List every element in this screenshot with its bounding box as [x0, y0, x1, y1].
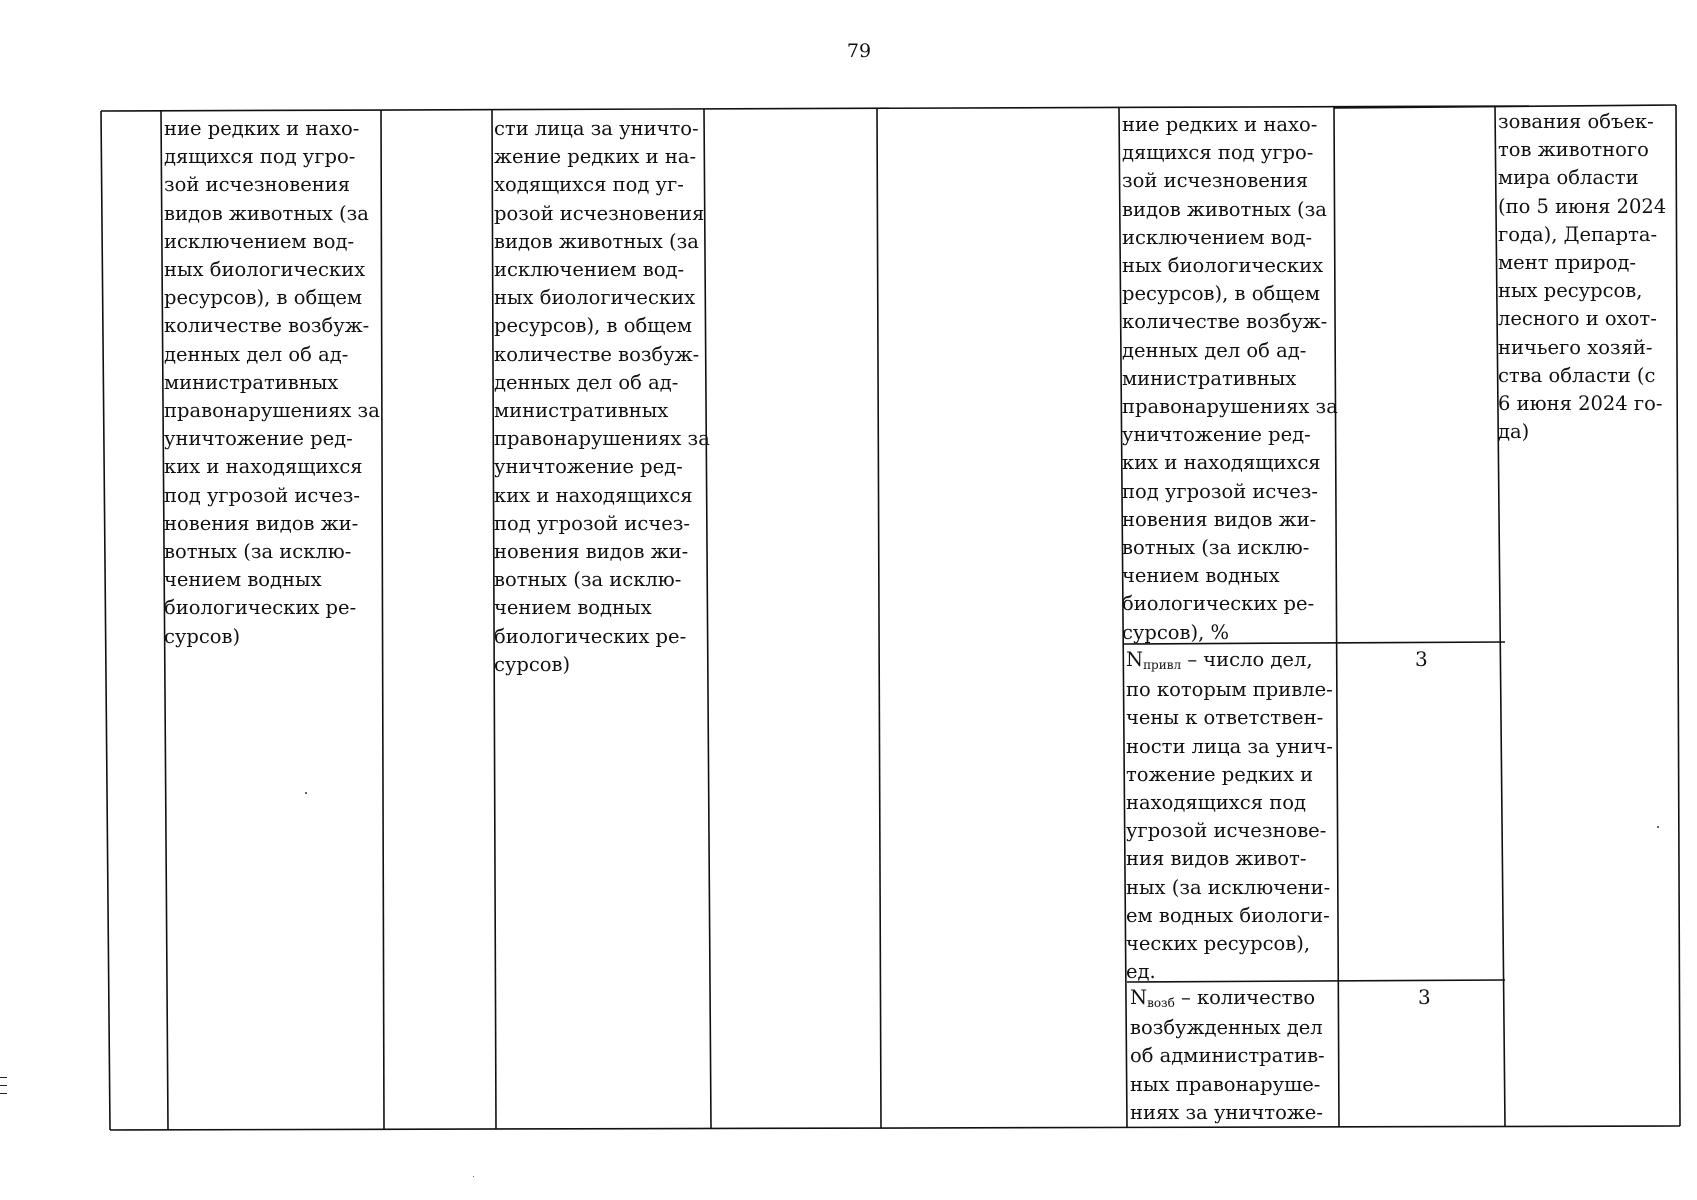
- page-number: 79: [846, 40, 872, 62]
- col9-line: лесного и охот-: [1498, 307, 1657, 331]
- n-privl-lines: [1126, 676, 1333, 986]
- margin-mark: [0, 1077, 7, 1078]
- n-privl-first-line-rest: – число дел,: [1181, 648, 1313, 671]
- col7-line: ких и находящихся: [1122, 451, 1321, 475]
- n-privl-value: 3: [1415, 647, 1428, 671]
- n-privl-line: угрозой исчезнове-: [1126, 819, 1327, 843]
- margin-mark: [0, 1085, 7, 1086]
- col2-line: под угрозой исчез-: [164, 483, 360, 507]
- col4-line: ных биологических: [494, 286, 696, 310]
- col7-line: чением водных: [1122, 564, 1280, 588]
- n-vozb-value: 3: [1418, 985, 1431, 1009]
- scan-speck: [473, 1176, 474, 1177]
- col9-line: (по 5 июня 2024: [1498, 194, 1667, 218]
- col7-line: вотных (за исклю-: [1122, 536, 1310, 560]
- col2-line: ние редких и нахо-: [164, 117, 360, 140]
- col7-line: биологических ре-: [1122, 592, 1315, 616]
- n-privl-subscript: привл: [1143, 658, 1182, 672]
- col9-line: 6 июня 2024 го-: [1498, 392, 1663, 416]
- col4-line: под угрозой исчез-: [494, 511, 690, 535]
- n-vozb-first-line-rest: – количество: [1174, 986, 1316, 1009]
- col9-line: мира области: [1498, 166, 1639, 190]
- col7-line: министративных: [1122, 366, 1297, 390]
- n-vozb-symbol: N: [1130, 986, 1148, 1009]
- n-privl-line: ния видов живот-: [1126, 847, 1307, 871]
- col4-line: биологических ре-: [494, 624, 687, 648]
- col2-line: исключением вод-: [164, 229, 355, 253]
- col4-line: видов животных (за: [494, 229, 699, 253]
- col7-line: сурсов), %: [1122, 620, 1230, 644]
- n-privl-first-line: [1126, 646, 1333, 676]
- col4-line: уничтожение ред-: [494, 455, 683, 479]
- col9-line: ничьего хозяй-: [1498, 335, 1653, 359]
- col2-text: [164, 115, 380, 651]
- col4-line: министративных: [494, 399, 669, 423]
- col2-line: видов животных (за: [164, 201, 369, 225]
- col7-line: под угрозой исчез-: [1122, 479, 1318, 503]
- col4-line: количестве возбуж-: [494, 342, 700, 366]
- col4-line: ресурсов), в общем: [494, 314, 693, 338]
- col2-line: сурсов): [164, 624, 241, 648]
- col7-line: денных дел об ад-: [1122, 338, 1307, 362]
- col7-top-text: [1122, 111, 1338, 647]
- n-vozb-subscript: возб: [1147, 996, 1175, 1010]
- n-privl-line: чены к ответствен-: [1126, 706, 1324, 730]
- col7-line: исключением вод-: [1122, 225, 1313, 249]
- col7-line: дящихся под угро-: [1122, 141, 1314, 165]
- col9-line: мент природ-: [1498, 251, 1636, 275]
- col9-line: да): [1498, 420, 1530, 444]
- margin-mark: [0, 1093, 7, 1094]
- col7-line: видов животных (за: [1122, 197, 1327, 221]
- col2-line: чением водных: [164, 568, 322, 592]
- col4-text: [494, 115, 710, 679]
- col4-line: вотных (за исклю-: [494, 568, 682, 592]
- n-privl-line: ческих ресурсов),: [1126, 932, 1311, 956]
- n-vozb-first-line: [1130, 984, 1325, 1014]
- col2-line: ресурсов), в общем: [164, 286, 363, 310]
- col7-line: новения видов жи-: [1122, 507, 1317, 531]
- col4-line: правонарушениях за: [494, 427, 710, 451]
- n-vozb-line: ных правонаруше-: [1130, 1072, 1321, 1096]
- col4-line: чением водных: [494, 596, 652, 620]
- col7-line: зой исчезновения: [1122, 169, 1309, 193]
- col7-line: правонарушениях за: [1122, 395, 1338, 419]
- col4-line: ходящихся под уг-: [494, 173, 684, 197]
- col2-line: денных дел об ад-: [164, 342, 349, 366]
- col2-line: зой исчезновения: [164, 173, 351, 197]
- col2-line: количестве возбуж-: [164, 314, 370, 338]
- col9-text: [1498, 108, 1666, 446]
- n-vozb-text: [1130, 984, 1325, 1127]
- col4-line: жение редких и на-: [494, 145, 697, 169]
- col7-line: ных биологических: [1122, 254, 1324, 278]
- n-privl-line: ем водных биологи-: [1126, 903, 1330, 927]
- col4-line: розой исчезновения: [494, 201, 705, 225]
- col7-line: ресурсов), в общем: [1122, 282, 1321, 306]
- col4-line: сти лица за уничто-: [494, 117, 699, 140]
- col2-line: министративных: [164, 370, 339, 394]
- col2-line: биологических ре-: [164, 596, 357, 620]
- n-privl-line: ности лица за унич-: [1126, 734, 1333, 758]
- n-privl-line: находящихся под: [1126, 791, 1306, 815]
- n-privl-symbol: N: [1126, 648, 1144, 671]
- col2-line: уничтожение ред-: [164, 427, 353, 451]
- n-privl-line: ед.: [1126, 960, 1156, 984]
- n-vozb-line: об административ-: [1130, 1044, 1325, 1068]
- col9-line: ных ресурсов,: [1498, 279, 1643, 303]
- col7-line: ние редких и нахо-: [1122, 113, 1318, 136]
- col4-line: ких и находящихся: [494, 483, 693, 507]
- n-vozb-lines: [1130, 1014, 1325, 1127]
- n-privl-text: [1126, 646, 1333, 986]
- col4-line: исключением вод-: [494, 258, 685, 282]
- col2-line: дящихся под угро-: [164, 145, 356, 169]
- col2-line: вотных (за исклю-: [164, 540, 352, 564]
- col2-line: новения видов жи-: [164, 511, 359, 535]
- col2-line: правонарушениях за: [164, 399, 380, 423]
- col4-line: денных дел об ад-: [494, 370, 679, 394]
- col9-line: тов животного: [1498, 138, 1649, 162]
- col7-line: уничтожение ред-: [1122, 423, 1311, 447]
- n-privl-line: тожение редких и: [1126, 762, 1314, 786]
- n-vozb-line: ниях за уничтоже-: [1130, 1100, 1323, 1124]
- col9-line: года), Департа-: [1498, 222, 1658, 246]
- n-vozb-line: возбужденных дел: [1130, 1016, 1323, 1040]
- col4-line: новения видов жи-: [494, 540, 689, 564]
- n-privl-line: ных (за исключени-: [1126, 875, 1331, 899]
- scan-speck: [1657, 826, 1659, 828]
- scan-speck: [305, 792, 307, 794]
- col4-line: сурсов): [494, 652, 571, 676]
- col7-line: количестве возбуж-: [1122, 310, 1328, 334]
- col2-line: ких и находящихся: [164, 455, 363, 479]
- n-privl-line: по которым привле-: [1126, 678, 1333, 702]
- col2-line: ных биологических: [164, 258, 366, 282]
- col9-line: ства области (с: [1498, 363, 1656, 387]
- col9-line: зования объек-: [1498, 110, 1654, 133]
